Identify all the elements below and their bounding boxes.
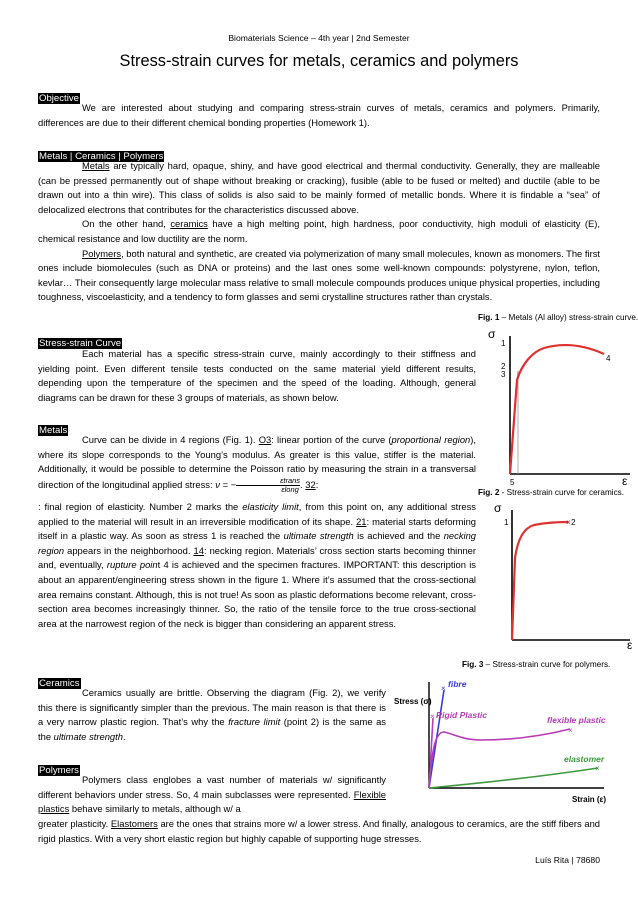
fig3-caption: Fig. 3 – Stress-strain curve for polymers. — [462, 660, 611, 669]
ceramics-heading: Ceramics — [39, 678, 80, 689]
fig1-label-1: 1 — [501, 339, 506, 348]
polymers-text-top: Polymers class englobes a vast number of materials w/ significantly different behaviors under stress. So, 4 main subclasses were represented. Flexible plastics behave similarly to metals, although w/ a — [38, 774, 387, 815]
fig3-elastomer-break: × — [595, 764, 600, 773]
polymers-term: Polymers — [82, 247, 122, 259]
fig1-y-label: σ — [488, 327, 496, 341]
objective-body — [38, 101, 600, 130]
fig1-x-label: ε — [622, 474, 628, 488]
polymers-body-top — [38, 773, 386, 817]
fig2-curve — [512, 522, 568, 640]
fig3-y-label: Stress (σ) — [394, 697, 432, 706]
intro-ceramics-paragraph: On the other hand, ceramics have a high melting point, high hardness, poor conductivity, high moduli of elasticity (E), chemical resistance and low ductility are the norm. — [38, 218, 600, 244]
fig3-rigid-break: × — [430, 712, 435, 721]
fig3-flexible-curve — [429, 729, 570, 788]
fig1-curve — [510, 345, 604, 474]
ceramics-term: ceramics — [170, 218, 208, 230]
fig2-ceramics-plot — [482, 498, 638, 650]
metals-term: Metals — [82, 160, 110, 171]
fig2-x-label: ε — [627, 638, 633, 650]
metals-body-bottom — [38, 500, 476, 631]
intro-heading: Metals | Ceramics | Polymers — [39, 151, 164, 162]
metals-body-top — [38, 433, 476, 494]
fig2-fracture-mark: × — [566, 518, 571, 527]
fig1-label-2: 2 — [501, 362, 506, 371]
fig3-rigid-label: Rigid Plastic — [436, 710, 488, 720]
ss-curve-body — [38, 347, 476, 405]
objective-text: We are interested about studying and comparing stress-strain curves of metals, ceramics and polymers. Primarily, differences are due to their different chemical bonding properties (Homework 1). — [38, 102, 600, 128]
metals-text-bottom: : final region of elasticity. Number 2 marks the elasticity limit, from this point on, any additional stress applied to the material will result in an irreversible modification of its shape. 21: material starts deforming itself in a plastic way. As soon as stress 1 is reached the ultimate strength is achieved and the necking region appears in the neighborhood. 14: necking region. Materials’ cross section starts becoming thinner and, eventually, rupture point 4 is achieved and the specimen fractures. IMPORTANT: this description is about an apparent/engineering stress shown in the figure 1. Where it’s assumed that the cross-sectional area remains constant. Although, this is not true! As soon as plastic deformations become relevant, cross-section area becomes increasingly thinner. So, the ratio of the tensile force to the true cross-sectional area at the narrowest region of the neck is bigger than considering an apparent stress. — [38, 501, 477, 629]
fig3-fibre-break: × — [441, 684, 446, 693]
metals-text-top: Curve can be divide in 4 regions (Fig. 1). O3: linear portion of the curve (proportional region), where its slope corresponds to the Young’s modulus. As greater is this value, stiffer is the material. Additionally, it would be possible to determine the Poisson ratio by measuring the strain in a transversal direction of the longitudinal applied stress: ν = − εtrans εlong . 32: — [38, 434, 476, 494]
fig2-label-1: 1 — [504, 518, 509, 527]
fig3-flexible-label: flexible plastic — [547, 715, 606, 725]
fig2-caption: Fig. 2 - Stress-strain curve for ceramics. — [478, 488, 625, 497]
intro-body — [38, 159, 600, 305]
intro-metals-paragraph: Metals are typically hard, opaque, shiny, and have good electrical and thermal conductivity. Generally, they are malleable (can be pressed permanently out of shape without breaking or cracking), fusible (able to be fused or melted) and ductile (able to be drawn out into a thin wire). This class of solids is also said to be mainly formed of metallic bonds. Where it is findable a “sea” of delocalized electrons that contributes for the characteristics discussed above. — [38, 160, 600, 215]
ss-curve-heading: Stress-strain Curve — [39, 338, 122, 349]
fig3-polymers-plot — [392, 676, 608, 808]
ss-curve-text: Each material has a specific stress-strain curve, mainly accordingly to their stiffness and yielding point. Even different tensile tests conducted on the same material yield different results, depending upon the temperature of the specimen and the speed of the loading. Although, general diagrams can be drawn for these 3 groups of materials, as shown below. — [38, 348, 476, 403]
fig3-elastomer-label: elastomer — [564, 754, 605, 764]
fig3-x-label: Strain (ε) — [572, 795, 607, 804]
fig1-caption: Fig. 1 – Metals (Al alloy) stress-strain curve. — [478, 313, 638, 322]
fig2-y-label: σ — [494, 501, 502, 515]
polymers-body-bottom — [38, 817, 600, 846]
fig3-fibre-label: fibre — [448, 679, 467, 689]
fig3-elastomer-curve — [429, 768, 598, 788]
fig2-label-2: 2 — [571, 518, 576, 527]
polymers-text-bottom: greater plasticity. Elastomers are the ones that strains more w/ a lower stress. And finally, analogous to ceramics, are the stiff fibers and rigid plastics. With a very short elastic region but highly capable of supporting huge stresses. — [38, 818, 600, 844]
footer-author: Luís Rita | 78680 — [535, 855, 600, 865]
course-line: Biomaterials Science – 4th year | 2nd Semester — [228, 33, 410, 43]
ceramics-body — [38, 686, 386, 744]
metals-heading: Metals — [39, 425, 68, 436]
objective-heading: Objective — [39, 93, 79, 104]
intro-polymers-paragraph: Polymers, both natural and synthetic, are created via polymerization of many small molecules, known as monomers. The first ones include biomolecules (such as DNA or proteins) and the last ones some well-known compounds: polystyrene, nylon, teflon, kevlar… Their consequently large molecular mass relative to small molecule compounds produces unique physical properties, including toughness, viscoelasticity, and a tendency to form glasses and semi crystalline structures rather than crystals. — [38, 247, 600, 303]
page-title: Stress-strain curves for metals, ceramics and polymers — [119, 52, 519, 70]
fig3-flexible-break: × — [568, 726, 573, 735]
ceramics-text: Ceramics usually are brittle. Observing the diagram (Fig. 2), we verify this there is significantly simpler than the previous. The main reason is that there is a very narrow plastic region. That’s why the fracture limit (point 2) is the same as the ultimate strength. — [38, 687, 386, 742]
fig1-label-3: 3 — [501, 370, 506, 379]
poisson-formula: ν = − εtrans εlong — [215, 475, 301, 494]
fig1-label-4: 4 — [606, 354, 611, 363]
fig1-label-5: 5 — [510, 478, 515, 487]
fig1-metals-plot — [482, 324, 638, 488]
polymers-heading: Polymers — [39, 765, 79, 776]
